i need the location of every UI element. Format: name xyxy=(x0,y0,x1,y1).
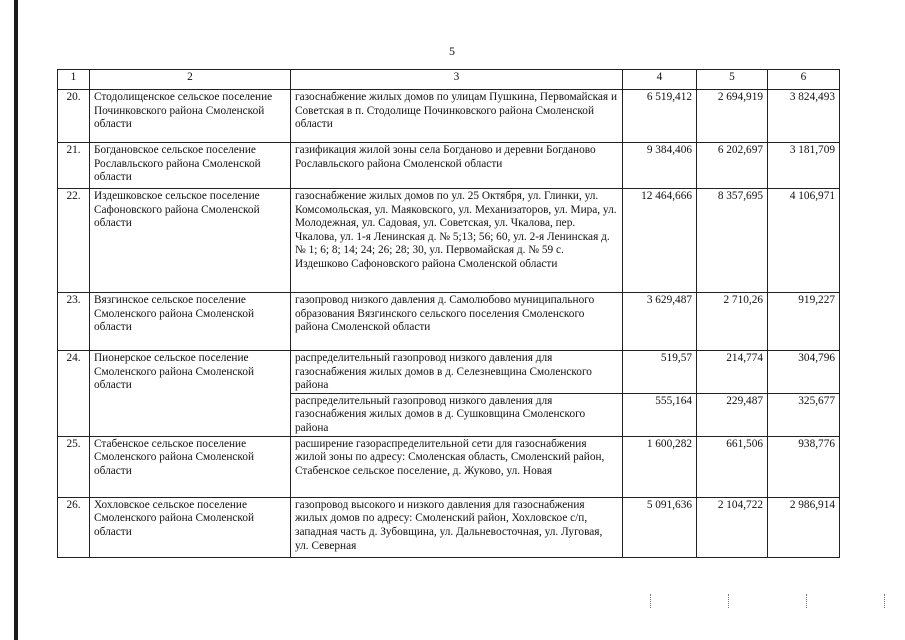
total-amount: 12 464,666 xyxy=(623,189,697,293)
local-budget-amount: 919,227 xyxy=(768,293,840,351)
table-header-row xyxy=(58,70,840,90)
total-amount: 519,57 xyxy=(623,351,697,394)
project-description: газоснабжение жилых домов по улицам Пушкина, Первомайская и Советская в п. Стодолище Починковского района Смоленской области xyxy=(291,90,623,143)
row-number: 20. xyxy=(58,90,90,143)
total-amount: 1 600,282 xyxy=(623,436,697,497)
column-header: 1 xyxy=(58,70,90,90)
total-amount: 3 629,487 xyxy=(623,293,697,351)
regional-budget-amount: 2 710,26 xyxy=(697,293,768,351)
scan-dots xyxy=(728,594,731,608)
table-row xyxy=(58,497,840,557)
project-description: газопровод высокого и низкого давления для газоснабжения жилых домов по адресу: Смоленский район, Хохловское с/п, западная часть д. Зубовщина, ул. Дальневосточная, ул. Луговая, ул. Северная xyxy=(291,497,623,557)
local-budget-amount: 2 986,914 xyxy=(768,497,840,557)
row-number: 22. xyxy=(58,189,90,293)
table-row xyxy=(58,90,840,143)
regional-budget-amount: 214,774 xyxy=(697,351,768,394)
local-budget-amount: 325,677 xyxy=(768,393,840,436)
row-number: 23. xyxy=(58,293,90,351)
local-budget-amount: 3 824,493 xyxy=(768,90,840,143)
total-amount: 5 091,636 xyxy=(623,497,697,557)
column-header: 6 xyxy=(768,70,840,90)
column-header: 2 xyxy=(90,70,291,90)
row-number: 25. xyxy=(58,436,90,497)
settlement-name: Издешковское сельское поселение Сафоновского района Смоленской области xyxy=(90,189,291,293)
local-budget-amount: 4 106,971 xyxy=(768,189,840,293)
settlement-name: Богдановское сельское поселение Рославльского района Смоленской области xyxy=(90,143,291,189)
project-description: распределительный газопровод низкого давления для газоснабжения жилых домов в д. Сушковщина Смоленского района xyxy=(291,393,623,436)
local-budget-amount: 304,796 xyxy=(768,351,840,394)
settlement-name: Хохловское сельское поселение Смоленского района Смоленской области xyxy=(90,497,291,557)
settlement-name: Пионерское сельское поселение Смоленского района Смоленской области xyxy=(90,351,291,437)
regional-budget-amount: 6 202,697 xyxy=(697,143,768,189)
settlement-name: Стодолищенское сельское поселение Починковского района Смоленской области xyxy=(90,90,291,143)
local-budget-amount: 3 181,709 xyxy=(768,143,840,189)
local-budget-amount: 938,776 xyxy=(768,436,840,497)
total-amount: 6 519,412 xyxy=(623,90,697,143)
column-header: 4 xyxy=(623,70,697,90)
distribution-table xyxy=(57,69,840,558)
table-row xyxy=(58,189,840,293)
project-description: газопровод низкого давления д. Самолюбово муниципального образования Вязгинского сельского поселения Смоленского района Смоленской области xyxy=(291,293,623,351)
scan-edge-mark xyxy=(14,0,18,640)
row-number: 26. xyxy=(58,497,90,557)
settlement-name: Стабенское сельское поселение Смоленского района Смоленской области xyxy=(90,436,291,497)
page-number: 5 xyxy=(449,44,455,58)
project-description: газификация жилой зоны села Богданово и деревни Богданово Рославльского района Смоленской области xyxy=(291,143,623,189)
settlement-name: Вязгинское сельское поселение Смоленского района Смоленской области xyxy=(90,293,291,351)
table-row xyxy=(58,293,840,351)
table-row xyxy=(58,436,840,497)
project-description: распределительный газопровод низкого давления для газоснабжения жилых домов в д. Селезневщина Смоленского района xyxy=(291,351,623,394)
project-description: газоснабжение жилых домов по ул. 25 Октября, ул. Глинки, ул. Комсомольская, ул. Маяковского, ул. Механизаторов, ул. Мира, ул. Молодежная, ул. Садовая, ул. Советская, ул. Чкалова, пер. Чкалова, ул. 1-я Ленинская д. № 5;13; 56; 60, ул. 2-я Ленинская д. № 1; 6; 8; 14; 24; 26; 28; 30, ул. Первомайская д. № 59 с. Издешково Сафоновского района Смоленской области xyxy=(291,189,623,293)
regional-budget-amount: 8 357,695 xyxy=(697,189,768,293)
column-header: 3 xyxy=(291,70,623,90)
regional-budget-amount: 2 104,722 xyxy=(697,497,768,557)
scan-dots xyxy=(884,594,887,608)
regional-budget-amount: 229,487 xyxy=(697,393,768,436)
total-amount: 9 384,406 xyxy=(623,143,697,189)
regional-budget-amount: 2 694,919 xyxy=(697,90,768,143)
table-row xyxy=(58,351,840,394)
scan-dots xyxy=(650,594,653,608)
column-header: 5 xyxy=(697,70,768,90)
project-description: расширение газораспределительной сети для газоснабжения жилой зоны по адресу: Смоленская область, Смоленский район, Стабенское сельское поселение, д. Жуково, ул. Новая xyxy=(291,436,623,497)
row-number: 21. xyxy=(58,143,90,189)
total-amount: 555,164 xyxy=(623,393,697,436)
regional-budget-amount: 661,506 xyxy=(697,436,768,497)
table-row xyxy=(58,143,840,189)
row-number: 24. xyxy=(58,351,90,437)
scan-dots xyxy=(806,594,809,608)
